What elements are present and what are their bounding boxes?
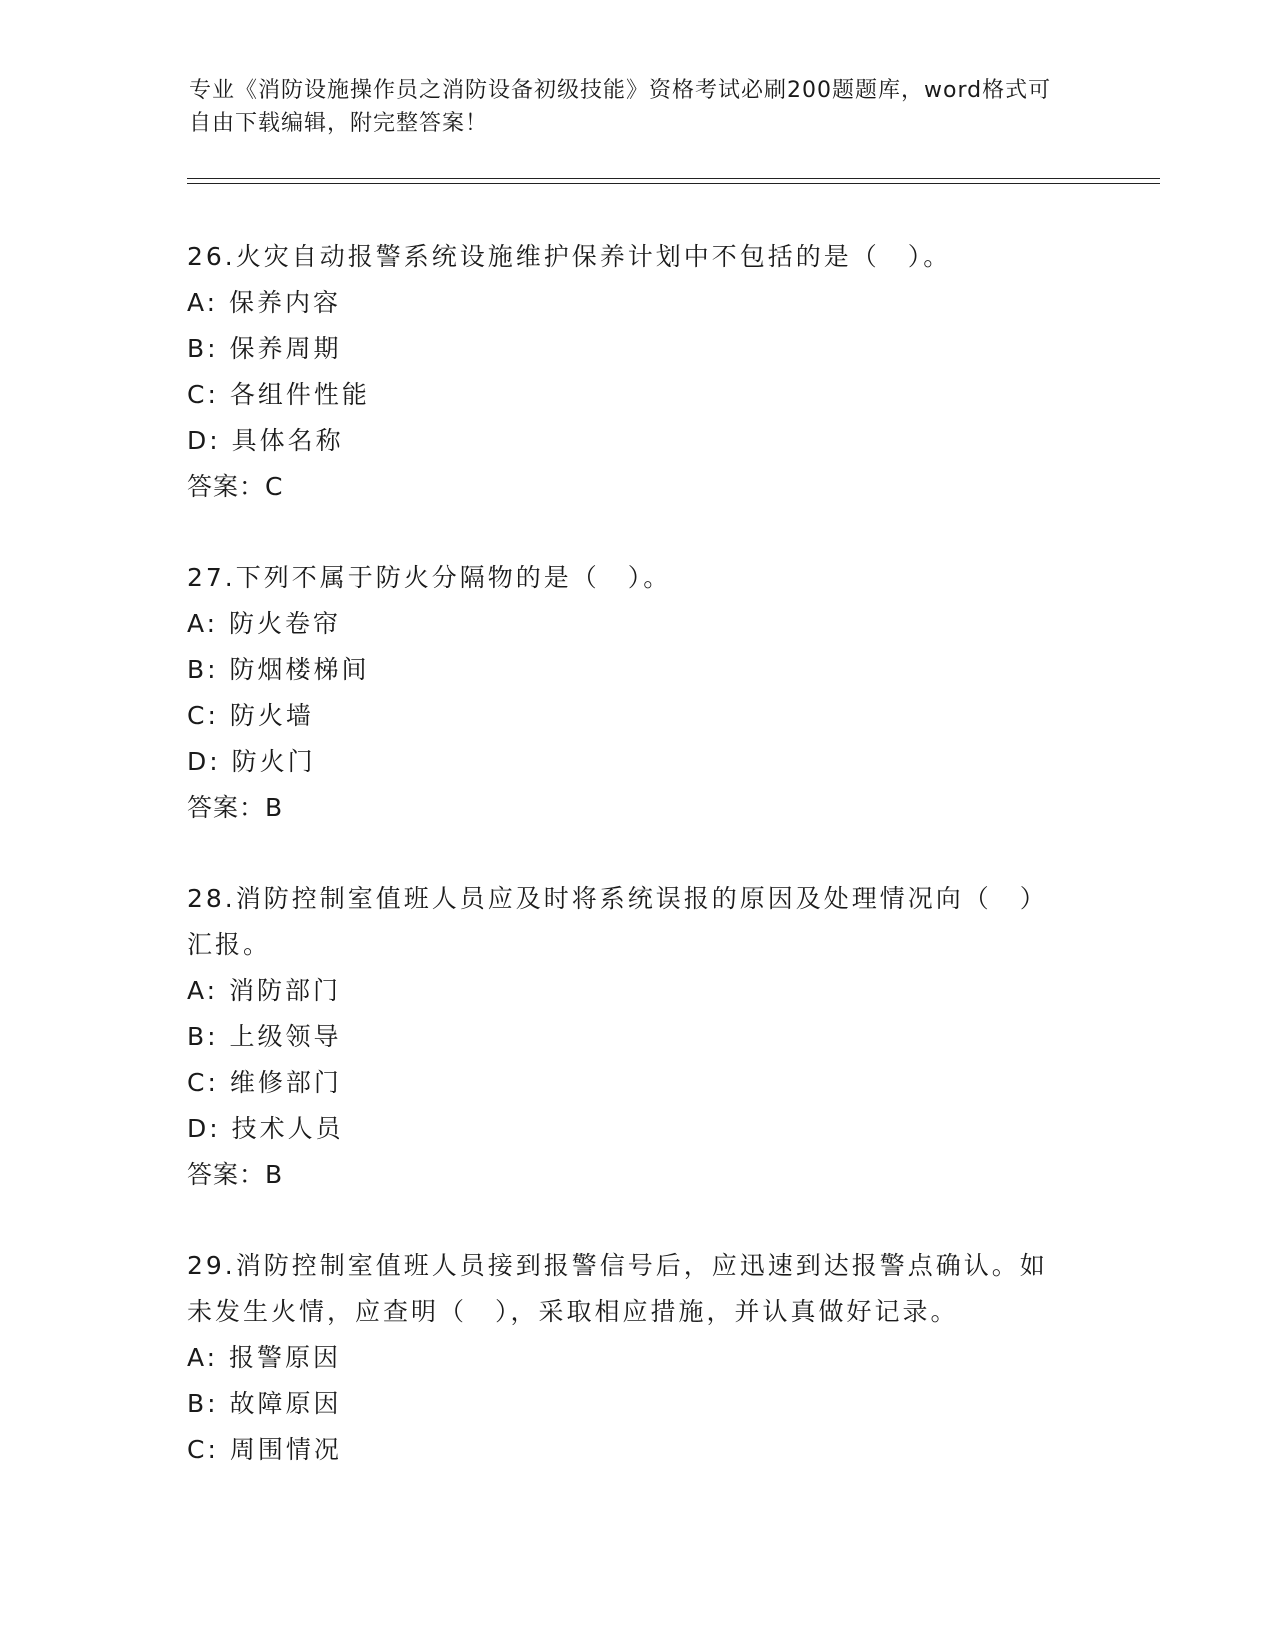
option-c: C: 防火墙 <box>187 701 314 730</box>
question-29 <box>187 1243 1087 1473</box>
option-a: A: 防火卷帘 <box>187 609 342 638</box>
option-a: A: 消防部门 <box>187 976 342 1005</box>
answer-label: 答案：C <box>187 472 284 501</box>
answer-label: 答案：B <box>187 793 284 822</box>
option-d: D: 防火门 <box>187 747 316 776</box>
question-stem-line-2: 未发生火情，应查明（ ），采取相应措施，并认真做好记录。 <box>187 1297 959 1326</box>
option-b: B: 保养周期 <box>187 334 342 363</box>
option-a: A: 报警原因 <box>187 1343 342 1372</box>
option-a: A: 保养内容 <box>187 288 342 317</box>
question-26 <box>187 234 1087 510</box>
question-stem: 27.下列不属于防火分隔物的是（ ）。 <box>187 563 672 592</box>
option-d: D: 具体名称 <box>187 426 344 455</box>
option-c: C: 维修部门 <box>187 1068 342 1097</box>
question-27 <box>187 555 1087 831</box>
answer-label: 答案：B <box>187 1160 284 1189</box>
option-c: C: 周围情况 <box>187 1435 342 1464</box>
option-b: B: 防烟楼梯间 <box>187 655 370 684</box>
question-stem-line-1: 29.消防控制室值班人员接到报警信号后，应迅速到达报警点确认。如 <box>187 1251 1048 1280</box>
question-stem: 26.火灾自动报警系统设施维护保养计划中不包括的是（ ）。 <box>187 242 952 271</box>
header-divider-bottom <box>187 183 1160 184</box>
question-stem-line-1: 28.消防控制室值班人员应及时将系统误报的原因及处理情况向（ ） <box>187 884 1048 913</box>
option-b: B: 故障原因 <box>187 1389 342 1418</box>
header-divider-top <box>187 178 1160 179</box>
option-d: D: 技术人员 <box>187 1114 344 1143</box>
document-header: 专业《消防设施操作员之消防设备初级技能》资格考试必刷200题题库，word格式可自由下载编辑，附完整答案！ <box>189 78 1052 136</box>
option-b: B: 上级领导 <box>187 1022 342 1051</box>
question-stem-line-2: 汇报。 <box>187 930 272 959</box>
question-28 <box>187 876 1087 1198</box>
option-c: C: 各组件性能 <box>187 380 370 409</box>
